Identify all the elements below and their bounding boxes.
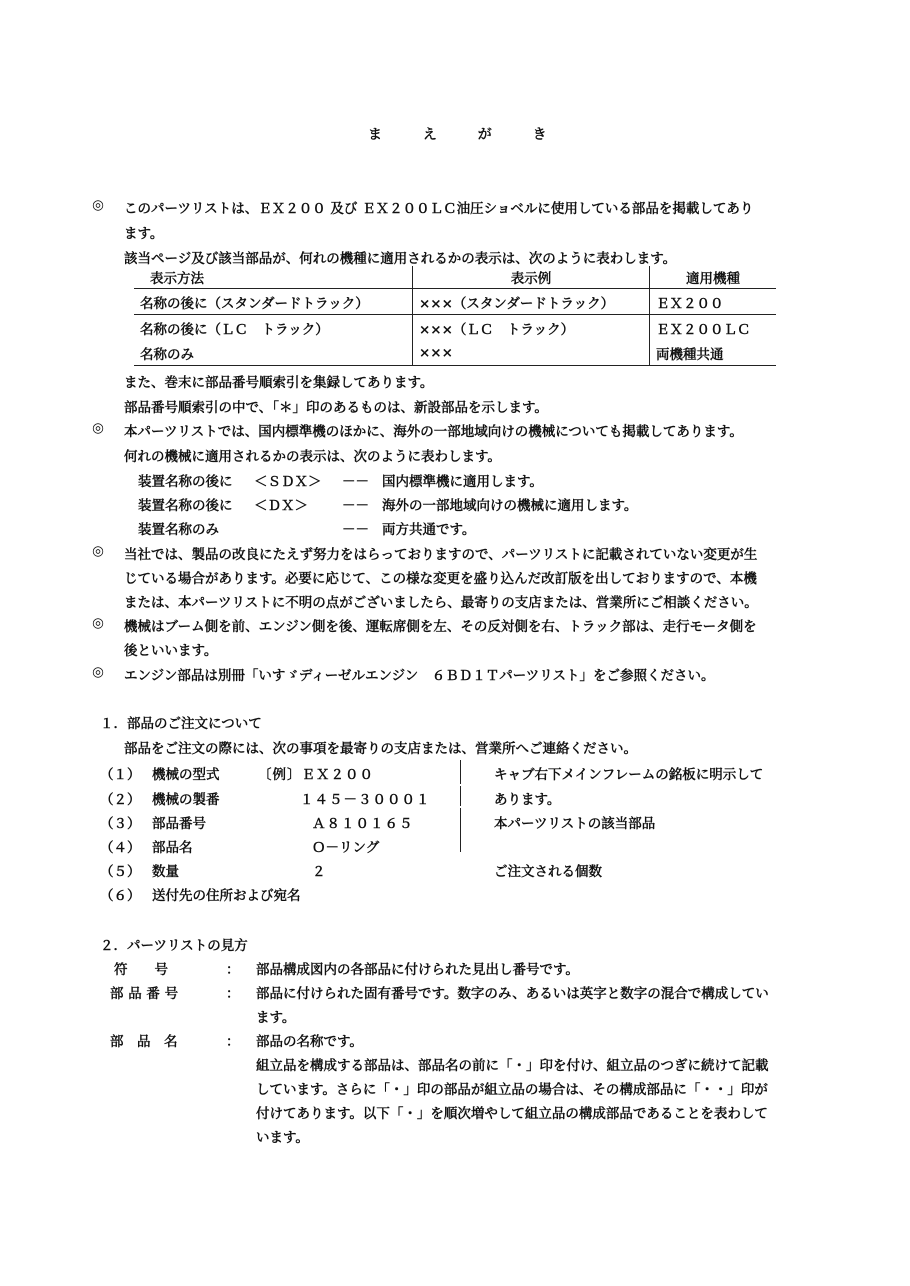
device-label: 装置名称の後に	[138, 474, 233, 490]
order-item-num: （２）	[100, 792, 141, 808]
howto-colon: ：	[226, 962, 240, 978]
howto-heading: ２．パーツリストの見方	[100, 938, 248, 954]
device-desc: 両方共通です。	[382, 522, 476, 538]
order-item-num: （５）	[100, 864, 141, 880]
howto-term: 部 品 名	[110, 1034, 178, 1050]
order-item-note: ご注文される個数	[494, 864, 602, 880]
bullet-mark-icon: ◎	[92, 420, 104, 436]
table-row	[134, 340, 776, 366]
intro-line: ます。	[124, 226, 164, 242]
howto-desc: ます。	[256, 1010, 296, 1026]
table-header-cell: 表示方法	[134, 266, 413, 289]
order-item-num: （３）	[100, 816, 141, 832]
bracket-line	[460, 808, 461, 852]
table-cell: ＥＸ２００	[650, 289, 777, 315]
howto-desc: 部品に付けられた固有番号です。数字のみ、あるいは英字と数字の混合で構成してい	[256, 986, 769, 1002]
section-line: エンジン部品は別冊「いすゞディーゼルエンジン ６ＢＤ１Ｔパーツリスト」をご参照ください。	[124, 668, 715, 684]
section-line: 機械はブーム側を前、エンジン側を後、運転席側を左、その反対側を右、トラック部は、走行モータ側を	[124, 619, 757, 635]
order-item-label: 送付先の住所および宛名	[152, 888, 301, 904]
section-line: 本パーツリストでは、国内標準機のほかに、海外の一部地域向けの機械についても掲載してあります。	[124, 424, 743, 440]
order-item-value: １４５－３０００１	[300, 792, 431, 808]
order-item-note: 本パーツリストの該当部品	[494, 816, 656, 832]
section-line: じている場合があります。必要に応じて、この様な変更を盛り込んだ改訂版を出しておりますので、本機	[124, 571, 757, 587]
table-header-cell: 適用機種	[650, 266, 777, 289]
table-header-row	[134, 266, 776, 289]
intro-line: このパーツリストは、ＥＸ２００ 及び ＥＸ２００ＬＣ油圧ショベルに使用している部品を掲載してあり	[124, 201, 754, 217]
bracket-line	[460, 786, 461, 806]
bullet-mark-icon: ◎	[92, 543, 104, 559]
order-item-note: キャブ右下メインフレームの銘板に明示して	[494, 767, 764, 783]
order-heading: １．部品のご注文について	[100, 716, 262, 732]
device-label: 装置名称の後に	[138, 498, 233, 514]
device-label: 装置名称のみ	[138, 522, 219, 538]
device-code: ＜ＤＸ＞	[254, 498, 308, 514]
bullet-mark-icon: ◎	[92, 615, 104, 631]
table-cell: ×××（スタンダードトラック）	[413, 289, 650, 315]
display-method-table	[134, 266, 776, 366]
howto-desc: います。	[256, 1130, 309, 1146]
device-dash: －－	[342, 498, 369, 514]
bracket-line	[460, 760, 461, 784]
bullet-mark-icon: ◎	[92, 197, 104, 213]
device-code: ＜ＳＤＸ＞	[254, 474, 322, 490]
device-dash: －－	[342, 474, 369, 490]
section-line: 当社では、製品の改良にたえず努力をはらっておりますので、パーツリストに記載されていない変更が生	[124, 547, 758, 563]
howto-desc: しています。さらに「・」印の部品が組立品の場合は、その構成部品に「・・」印が	[256, 1082, 768, 1098]
order-item-label: 部品番号	[152, 816, 206, 832]
order-item-value: Ａ８１０１６５	[312, 816, 414, 832]
page-title: ま え が き	[368, 127, 565, 143]
howto-desc: 付けてあります。以下「・」を順次増やして組立品の構成部品であることを表わして	[256, 1106, 768, 1122]
order-item-value: ２	[312, 864, 326, 880]
table-cell: 名称のみ	[134, 340, 413, 366]
howto-desc: 部品構成図内の各部品に付けられた見出し番号です。	[256, 962, 579, 978]
order-item-label: 部品名	[152, 840, 193, 856]
table-cell: 両機種共通	[650, 340, 777, 366]
table-cell: 名称の後に（ＬＣ トラック）	[140, 321, 329, 338]
order-item-num: （４）	[100, 840, 141, 856]
order-item-value: Ｏ－リング	[312, 840, 380, 856]
table-header-cell: 表示例	[413, 266, 650, 289]
order-item-note: あります。	[494, 792, 561, 808]
table-row	[134, 289, 776, 315]
howto-colon: ：	[226, 986, 240, 1002]
order-item-value: 〔例〕ＥＸ２００	[258, 767, 374, 783]
order-item-label: 機械の型式	[152, 767, 220, 783]
device-desc: 国内標準機に適用します。	[382, 474, 543, 490]
section-line: 何れの機械に適用されるかの表示は、次のように表わします。	[124, 449, 501, 465]
table-cell: ×××（ＬＣ トラック）	[413, 315, 650, 341]
howto-desc: 組立品を構成する部品は、部品名の前に「・」印を付け、組立品のつぎに続けて記載	[256, 1058, 769, 1074]
section-line: または、本パーツリストに不明の点がございましたら、最寄りの支店または、営業所にご相談ください。	[124, 595, 758, 611]
intro-line: 該当ページ及び該当部品が、何れの機種に適用されるかの表示は、次のように表わします。	[124, 251, 677, 267]
section-line: 後といいます。	[124, 643, 218, 659]
index-note: また、巻末に部品番号順索引を集録してあります。	[124, 375, 434, 391]
table-cell: ＥＸ２００ＬＣ	[650, 315, 777, 341]
bullet-mark-icon: ◎	[92, 664, 104, 680]
table-row	[134, 315, 776, 341]
order-item-num: （６）	[100, 888, 141, 904]
howto-term: 部 品 番 号	[110, 986, 179, 1002]
howto-term: 符 号	[114, 962, 168, 978]
order-intro: 部品をご注文の際には、次の事項を最寄りの支店または、営業所へご連絡ください。	[124, 741, 637, 757]
table-cell: ×××	[413, 340, 650, 366]
order-item-num: （１）	[100, 767, 141, 783]
table-cell: 名称の後に（スタンダードトラック）	[134, 289, 413, 315]
howto-colon: ：	[226, 1034, 240, 1050]
howto-desc: 部品の名称です。	[256, 1034, 363, 1050]
device-desc: 海外の一部地域向けの機械に適用します。	[382, 498, 638, 514]
order-item-label: 数量	[152, 864, 179, 880]
index-note: 部品番号順索引の中で、「＊」印のあるものは、新設部品を示します。	[124, 400, 548, 416]
order-item-label: 機械の製番	[152, 792, 220, 808]
device-dash: －－	[342, 522, 369, 538]
